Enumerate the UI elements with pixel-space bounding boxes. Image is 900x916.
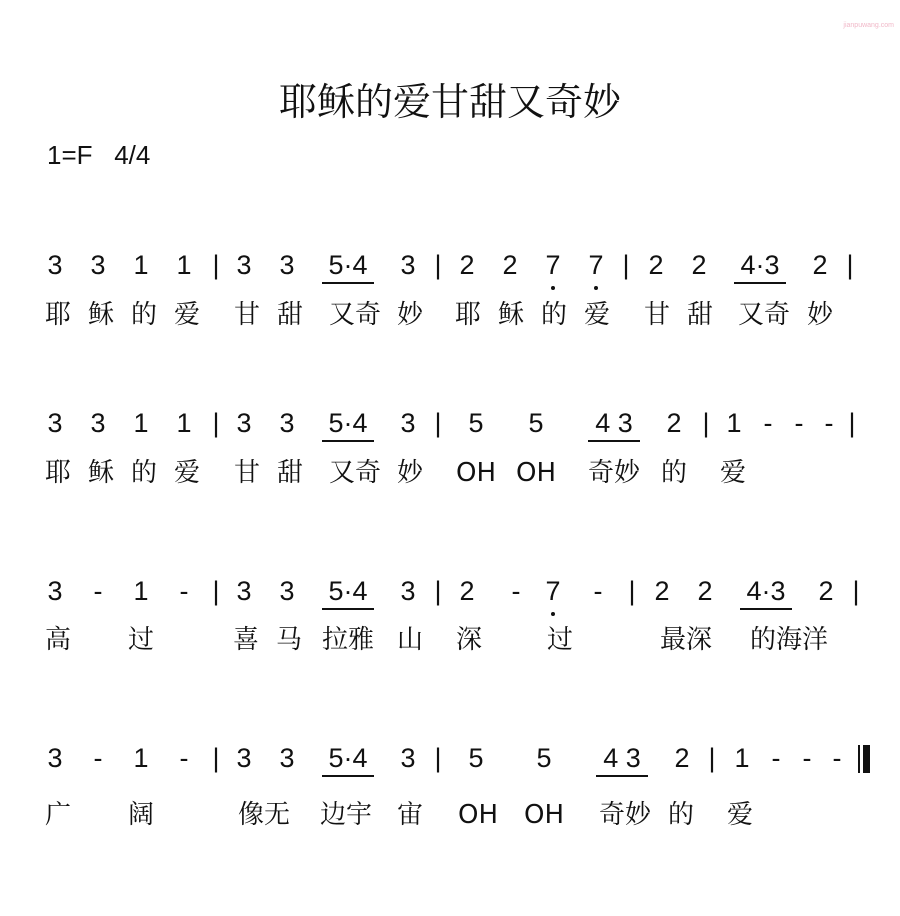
bar-line: | xyxy=(434,408,442,438)
lyric: 甘 xyxy=(643,300,671,330)
note: 7 xyxy=(588,250,604,280)
lyric: 的海洋 xyxy=(749,625,829,655)
lyric: 甜 xyxy=(276,300,304,330)
lyric: 的 xyxy=(130,458,158,488)
lyric: 奇妙 xyxy=(598,800,652,830)
lyric: 的 xyxy=(667,800,695,830)
note: 2 xyxy=(502,250,518,280)
lyric: 妙 xyxy=(396,458,424,488)
bar-line: | xyxy=(434,743,442,773)
note: 5 xyxy=(528,408,544,438)
bar-line: | xyxy=(212,408,220,438)
note: 5 xyxy=(468,743,484,773)
lyric: 耶 xyxy=(44,300,72,330)
note: - xyxy=(802,743,812,773)
note: 2 xyxy=(654,576,670,606)
lyric: 高 xyxy=(44,625,72,655)
note: 2 xyxy=(818,576,834,606)
note: - xyxy=(794,408,804,438)
underline xyxy=(588,440,640,442)
note: 1 xyxy=(133,743,149,773)
note: 2 xyxy=(459,576,475,606)
note: - xyxy=(93,743,103,773)
note: 5·4 xyxy=(328,576,368,606)
note: 3 xyxy=(47,576,63,606)
note: 1 xyxy=(133,576,149,606)
note: 3 xyxy=(236,576,252,606)
underline xyxy=(322,775,374,777)
note: 3 xyxy=(400,408,416,438)
note: - xyxy=(832,743,842,773)
note: 2 xyxy=(459,250,475,280)
note: 4 3 xyxy=(603,743,641,773)
final-bar-thick xyxy=(863,745,870,773)
lyric: OH xyxy=(455,458,497,488)
lyric: 奇妙 xyxy=(587,458,641,488)
lyric: 爱 xyxy=(719,458,747,488)
note: 3 xyxy=(400,743,416,773)
note: 5 xyxy=(536,743,552,773)
bar-line: | xyxy=(212,576,220,606)
note: 3 xyxy=(47,250,63,280)
lyric: 甜 xyxy=(276,458,304,488)
bar-line: | xyxy=(212,743,220,773)
lyric: OH xyxy=(523,800,565,830)
lyric: 妙 xyxy=(396,300,424,330)
note: 1 xyxy=(133,250,149,280)
bar-line: | xyxy=(434,576,442,606)
note: - xyxy=(771,743,781,773)
bar-line: | xyxy=(434,250,442,280)
lyric: 过 xyxy=(546,625,574,655)
bar-line: | xyxy=(852,576,860,606)
lyric: 阔 xyxy=(127,800,155,830)
lyric: 的 xyxy=(660,458,688,488)
note: 3 xyxy=(47,408,63,438)
lyric: 甜 xyxy=(686,300,714,330)
lyric: 的 xyxy=(540,300,568,330)
watermark: jianpuwang.com xyxy=(843,22,894,29)
note: 5·4 xyxy=(328,250,368,280)
lyric: 甘 xyxy=(233,300,261,330)
lyric: 又奇 xyxy=(328,300,382,330)
note: 2 xyxy=(697,576,713,606)
note: 2 xyxy=(648,250,664,280)
note: 5 xyxy=(468,408,484,438)
underline xyxy=(596,775,648,777)
lyric: 喜 xyxy=(232,625,260,655)
lyric: 最深 xyxy=(659,625,713,655)
song-title: 耶稣的爱甘甜又奇妙 xyxy=(278,80,621,124)
lyric: 又奇 xyxy=(737,300,791,330)
note: 5·4 xyxy=(328,408,368,438)
lyric: 边宇 xyxy=(319,800,373,830)
note: - xyxy=(93,576,103,606)
note: 1 xyxy=(726,408,742,438)
note: 3 xyxy=(236,743,252,773)
underline xyxy=(322,282,374,284)
underline xyxy=(322,440,374,442)
lower-octave-dot xyxy=(594,286,598,290)
note: 3 xyxy=(236,250,252,280)
note: - xyxy=(179,743,189,773)
lyric: 广 xyxy=(44,800,72,830)
note: - xyxy=(763,408,773,438)
note: 3 xyxy=(279,250,295,280)
lyric: 爱 xyxy=(173,300,201,330)
note: - xyxy=(511,576,521,606)
note: 1 xyxy=(176,250,192,280)
note: 1 xyxy=(133,408,149,438)
lyric: 山 xyxy=(396,625,424,655)
lyric: 的 xyxy=(130,300,158,330)
note: 3 xyxy=(279,408,295,438)
note: - xyxy=(593,576,603,606)
note: - xyxy=(824,408,834,438)
lower-octave-dot xyxy=(551,612,555,616)
note: 1 xyxy=(176,408,192,438)
lyric: 稣 xyxy=(87,300,115,330)
lyric: 稣 xyxy=(497,300,525,330)
lyric: 耶 xyxy=(44,458,72,488)
final-bar-thin xyxy=(858,745,860,773)
note: 3 xyxy=(279,743,295,773)
note: 3 xyxy=(47,743,63,773)
note: 5·4 xyxy=(328,743,368,773)
note: 2 xyxy=(674,743,690,773)
bar-line: | xyxy=(846,250,854,280)
lyric: 稣 xyxy=(87,458,115,488)
note: 2 xyxy=(666,408,682,438)
note: 3 xyxy=(279,576,295,606)
bar-line: | xyxy=(848,408,856,438)
key-signature: 1=F 4/4 xyxy=(47,140,151,170)
lyric: 爱 xyxy=(726,800,754,830)
lyric: 爱 xyxy=(583,300,611,330)
underline xyxy=(322,608,374,610)
note: 2 xyxy=(691,250,707,280)
lyric: 像无 xyxy=(237,800,291,830)
note: 3 xyxy=(90,250,106,280)
note: 7 xyxy=(545,576,561,606)
note: 3 xyxy=(400,576,416,606)
lyric: 又奇 xyxy=(328,458,382,488)
note: 3 xyxy=(400,250,416,280)
bar-line: | xyxy=(702,408,710,438)
note: 1 xyxy=(734,743,750,773)
note: 4 3 xyxy=(595,408,633,438)
lyric: OH xyxy=(515,458,557,488)
note: 3 xyxy=(236,408,252,438)
note: 7 xyxy=(545,250,561,280)
underline xyxy=(740,608,792,610)
lyric: 妙 xyxy=(806,300,834,330)
bar-line: | xyxy=(708,743,716,773)
lyric: 宙 xyxy=(396,800,424,830)
lyric: 耶 xyxy=(454,300,482,330)
bar-line: | xyxy=(212,250,220,280)
note: 4·3 xyxy=(740,250,780,280)
lyric: 拉雅 xyxy=(321,625,375,655)
lower-octave-dot xyxy=(551,286,555,290)
lyric: 爱 xyxy=(173,458,201,488)
lyric: OH xyxy=(457,800,499,830)
lyric: 甘 xyxy=(233,458,261,488)
underline xyxy=(734,282,786,284)
bar-line: | xyxy=(628,576,636,606)
note: - xyxy=(179,576,189,606)
note: 3 xyxy=(90,408,106,438)
note: 2 xyxy=(812,250,828,280)
lyric: 深 xyxy=(455,625,483,655)
bar-line: | xyxy=(622,250,630,280)
lyric: 过 xyxy=(127,625,155,655)
lyric: 马 xyxy=(275,625,303,655)
note: 4·3 xyxy=(746,576,786,606)
